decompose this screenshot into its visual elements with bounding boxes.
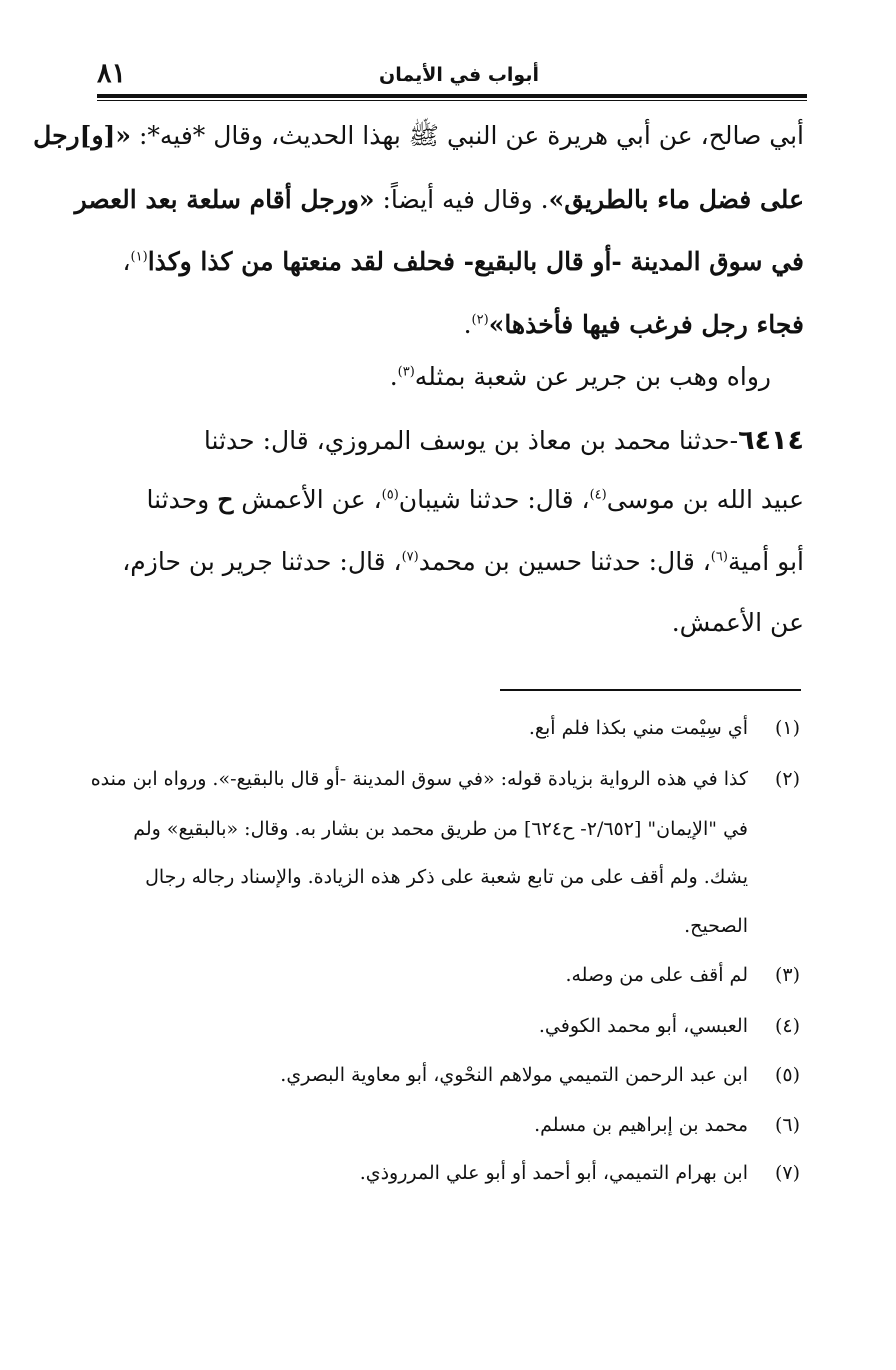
hadith-quote: في سوق المدينة -أو قال بالبقيع- فحلف لقد منعتها من كذا وكذا [147, 247, 804, 276]
text-segment: عبيد الله بن موسى [606, 485, 804, 514]
footnote-2-line-2: في "الإيمان" [٢/٦٥٢- ح٦٢٤] من طريق محمد بن بشار به. وقال: «بالبقيع» ولم [133, 818, 748, 840]
footnote-ref[interactable]: (٧) [401, 549, 419, 565]
footnote-number: (٧) [774, 1162, 800, 1184]
footnote-2 [91, 768, 800, 790]
footnote-number: (٤) [774, 1015, 800, 1037]
footnote-text: العبسي، أبو محمد الكوفي. [538, 1015, 748, 1037]
footnote-text: كذا في هذه الرواية بزيادة قوله: «في سوق المدينة -أو قال بالبقيع-». ورواه ابن منده [90, 768, 748, 790]
text-segment: ، قال: حدثنا حسين بن محمد [418, 547, 711, 576]
footnote-ref[interactable]: (٢) [471, 312, 489, 328]
text-segment: ، [122, 247, 131, 276]
text-line-5 [390, 362, 771, 391]
text-line-4 [464, 310, 804, 339]
text-line-6 [204, 425, 804, 456]
footnote-ref[interactable]: (٤) [589, 487, 607, 503]
header-rule [97, 94, 807, 98]
text-segment: أبي صالح، عن أبي هريرة عن النبي ﷺ بهذا الحديث، وقال *فيه*: [131, 121, 804, 150]
text-line-2 [75, 185, 804, 214]
footnote-number: (٣) [774, 964, 800, 986]
footnote-7 [360, 1162, 800, 1184]
footnote-text: لم أقف على من وصله. [565, 964, 748, 986]
text-line-1 [33, 120, 804, 157]
running-title: أبواب في الأيمان [379, 64, 539, 86]
footnote-4 [539, 1015, 800, 1037]
hadith-quote: «ورجل أقام سلعة بعد العصر [74, 185, 375, 214]
hadith-quote: فجاء رجل فرغب فيها فأخذها» [488, 310, 804, 339]
text-segment: ، قال: حدثنا شيبان [398, 485, 590, 514]
footnote-text: أي سِيْمت مني بكذا فلم أبع. [528, 717, 748, 739]
footnote-6 [534, 1114, 800, 1136]
header-rule-thin [97, 100, 807, 101]
footnote-text: ابن عبد الرحمن التميمي مولاهم النحْوي، أبو معاوية البصري. [280, 1064, 748, 1086]
hadith-number: ٦٤١٤ [738, 425, 804, 456]
text-line-9 [672, 608, 804, 637]
footnote-ref[interactable]: (٥) [381, 487, 399, 503]
text-line-7 [146, 485, 804, 514]
text-segment: ، قال: حدثنا جرير بن حازم، [122, 547, 402, 576]
text-segment: . وقال فيه أيضاً: [374, 185, 549, 214]
footnote-1 [529, 717, 800, 739]
footnote-3 [565, 964, 800, 986]
footnote-text: محمد بن إبراهيم بن مسلم. [534, 1114, 748, 1136]
footnote-5 [280, 1064, 800, 1086]
text-line-3 [122, 247, 804, 276]
text-segment: أبو أمية [727, 547, 804, 576]
text-segment: عن الأعمش. [671, 608, 804, 637]
footnote-ref[interactable]: (٦) [710, 549, 728, 565]
text-line-8 [122, 547, 804, 576]
footnote-number: (٢) [774, 768, 800, 790]
hadith-quote: على فضل ماء بالطريق» [548, 185, 804, 214]
text-segment: . [463, 310, 472, 339]
text-segment: رواه وهب بن جرير عن شعبة بمثله [414, 362, 771, 391]
page-number: ٨١ [97, 58, 127, 89]
footnote-2-line-4: الصحيح. [684, 915, 748, 937]
text-segment: -حدثنا محمد بن معاذ بن يوسف المروزي، قال: حدثنا [203, 426, 739, 455]
footnote-number: (١) [774, 717, 800, 739]
hadith-quote: «[و]رجل [33, 121, 131, 150]
text-segment: وحدثنا [146, 485, 218, 514]
text-segment: . [389, 362, 398, 391]
footnote-number: (٦) [774, 1114, 800, 1136]
footnote-2-line-3: يشك. ولم أقف على من تابع شعبة على ذكر هذه الزيادة. والإسناد رجاله رجال [145, 866, 748, 888]
footnote-ref[interactable]: (١) [130, 249, 148, 265]
tahwil-mark: ح [217, 485, 234, 514]
footnote-separator [500, 689, 801, 691]
text-segment: ، عن الأعمش [233, 485, 382, 514]
footnote-text: ابن بهرام التميمي، أبو أحمد أو أبو علي المرروذي. [359, 1162, 748, 1184]
footnote-number: (٥) [774, 1064, 800, 1086]
footnote-ref[interactable]: (٣) [397, 364, 415, 380]
